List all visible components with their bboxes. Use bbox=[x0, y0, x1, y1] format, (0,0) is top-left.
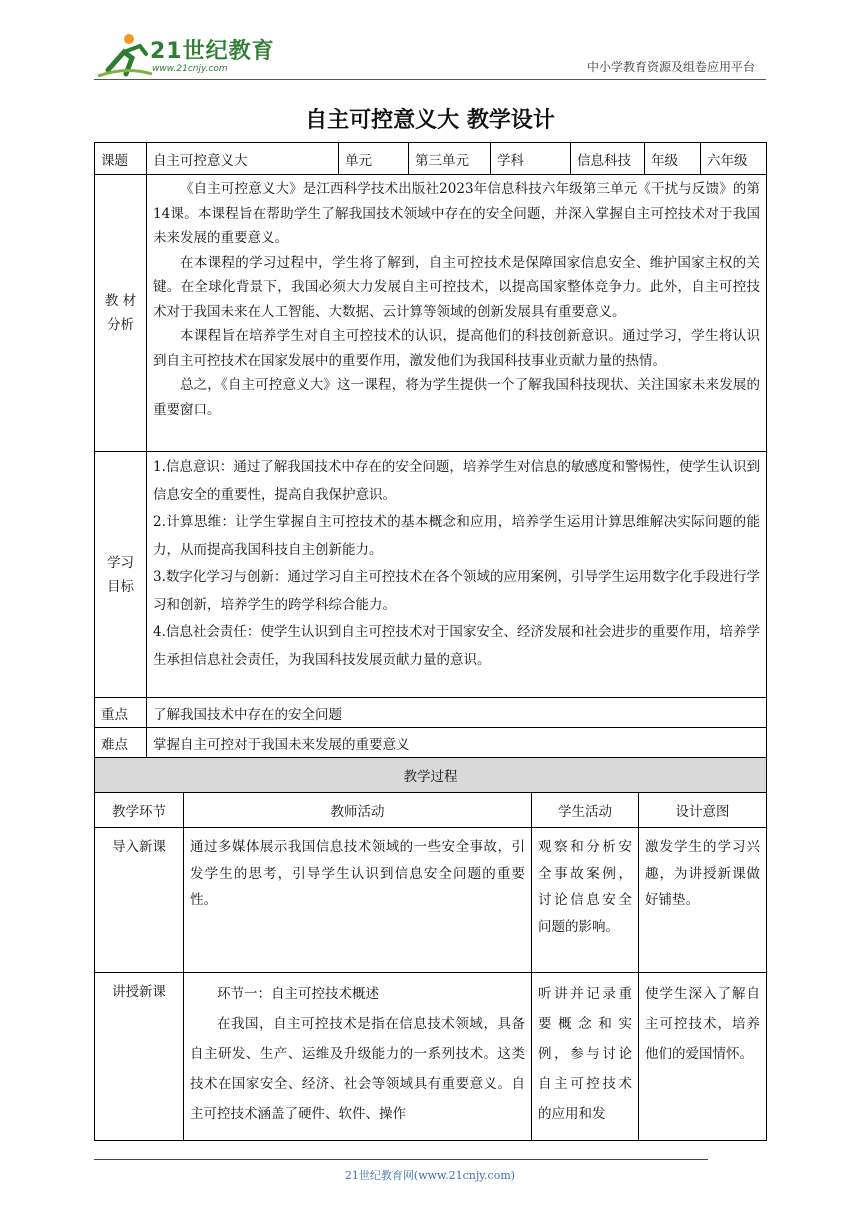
student-activity-cell: 观察和分析安全事故案例，讨论信息安全问题的影响。 bbox=[532, 828, 639, 973]
header-stage: 教学环节 bbox=[95, 793, 184, 828]
process-section-row bbox=[95, 758, 767, 793]
header-teacher: 教师活动 bbox=[184, 793, 532, 828]
grade-value: 六年级 bbox=[701, 143, 767, 175]
analysis-paragraph: 总之，《自主可控意义大》这一课程，将为学生提供一个了解我国科技现状、关注国家未来发展的重要窗口。 bbox=[153, 377, 760, 418]
teacher-text: 通过多媒体展示我国信息技术领域的一些安全事故，引发学生的思考，引导学生认识到信息安全问题的重要性。 bbox=[190, 839, 525, 908]
design-intent-cell: 激发学生的学习兴趣，为讲授新课做好铺垫。 bbox=[639, 828, 767, 973]
header-intent: 设计意图 bbox=[639, 793, 767, 828]
key-point-row bbox=[95, 698, 767, 728]
header-divider bbox=[94, 79, 766, 80]
objective-item: 2.计算思维：让学生掌握自主可控技术的基本概念和应用，培养学生运用计算思维解决实际问题的能力，从而提高我国科技自主创新能力。 bbox=[153, 514, 760, 558]
analysis-label: 教 材 分析 bbox=[95, 175, 147, 452]
difficulty-value: 掌握自主可控对于我国未来发展的重要意义 bbox=[147, 728, 767, 758]
objective-item: 1.信息意识：通过了解我国技术中存在的安全问题，培养学生对信息的敏感度和警惕性，使学生认识到信息安全的重要性，提高自我保护意识。 bbox=[153, 459, 760, 503]
subject-value: 信息科技 bbox=[571, 143, 645, 175]
process-row-intro bbox=[95, 828, 767, 973]
process-section-title: 教学过程 bbox=[95, 758, 767, 793]
teaching-process-table bbox=[94, 757, 767, 1141]
logo-url: www.21cnjy.com bbox=[152, 64, 228, 74]
objectives-content bbox=[147, 452, 767, 698]
student-activity-cell: 听讲并记录重要概念和实例，参与讨论自主可控技术的应用和发 bbox=[532, 973, 639, 1141]
design-intent-cell: 使学生深入了解自主可控技术，培养他们的爱国情怀。 bbox=[639, 973, 767, 1141]
footer-text: 21世纪教育网(www.21cnjy.com) bbox=[344, 1169, 516, 1182]
topic-value: 自主可控意义大 bbox=[147, 143, 339, 175]
teacher-text: 在我国，自主可控技术是指在信息技术领域，具备自主研发、生产、运维及升级能力的一系列技术。这类技术在国家安全、经济、社会等领域具有重要意义。自主可控技术涵盖了硬件、软件、操作 bbox=[190, 1016, 525, 1122]
key-point-value: 了解我国技术中存在的安全问题 bbox=[147, 698, 767, 728]
process-row-lecture bbox=[95, 973, 767, 1141]
platform-name: 中小学教育资源及组卷应用平台 bbox=[586, 60, 755, 74]
subject-label: 学科 bbox=[491, 143, 571, 175]
objective-item: 3.数字化学习与创新：通过学习自主可控技术在各个领域的应用案例，引导学生运用数字化手段进行学习和创新，培养学生的跨学科综合能力。 bbox=[153, 569, 760, 613]
header-student: 学生活动 bbox=[532, 793, 639, 828]
stage-cell: 导入新课 bbox=[95, 828, 184, 973]
teacher-activity-cell bbox=[184, 828, 532, 973]
objective-item: 4.信息社会责任：使学生认识到自主可控技术对于国家安全、经济发展和社会进步的重要作用，培养学生承担信息社会责任，为我国科技发展贡献力量的意识。 bbox=[153, 624, 760, 668]
teacher-text: 环节一：自主可控技术概述 bbox=[217, 986, 379, 1002]
analysis-content bbox=[147, 175, 767, 452]
difficulty-row bbox=[95, 728, 767, 758]
process-header-row bbox=[95, 793, 767, 828]
analysis-paragraph: 在本课程的学习过程中，学生将了解到，自主可控技术是保障国家信息安全、维护国家主权的关键。在全球化背景下，我国必须大力发展自主可控技术，以提高国家整体竞争力。此外，自主可控技术对于我国未来在人工智能、大数据、云计算等领域的创新发展具有重要意义。 bbox=[153, 254, 760, 320]
analysis-paragraph: 《自主可控意义大》是江西科学技术出版社2023年信息科技六年级第三单元《干扰与反馈》的第14课。本课程旨在帮助学生了解我国技术领域中存在的安全问题，并深入掌握自主可控技术对于我国未来发展的重要意义。 bbox=[153, 181, 760, 246]
lesson-info-table bbox=[94, 142, 767, 758]
unit-label: 单元 bbox=[339, 143, 409, 175]
stage-cell: 讲授新课 bbox=[95, 973, 184, 1141]
topic-label: 课题 bbox=[95, 143, 147, 175]
key-point-label: 重点 bbox=[95, 698, 147, 728]
objectives-label: 学习 目标 bbox=[95, 452, 147, 698]
teacher-activity-cell bbox=[184, 973, 532, 1141]
difficulty-label: 难点 bbox=[95, 728, 147, 758]
document-title: 自主可控意义大 教学设计 bbox=[305, 108, 555, 133]
info-row bbox=[95, 143, 767, 175]
grade-label: 年级 bbox=[645, 143, 701, 175]
analysis-paragraph: 本课程旨在培养学生对自主可控技术的认识，提高他们的科技创新意识。通过学习，学生将认识到自主可控技术在国家发展中的重要作用，激发他们为我国科技事业贡献力量的热情。 bbox=[153, 328, 760, 369]
footer-divider bbox=[94, 1159, 708, 1160]
analysis-row bbox=[95, 175, 767, 452]
logo-text: 21世纪教育 bbox=[150, 39, 275, 64]
unit-value: 第三单元 bbox=[409, 143, 491, 175]
objectives-row bbox=[95, 452, 767, 698]
page-header bbox=[0, 0, 860, 90]
